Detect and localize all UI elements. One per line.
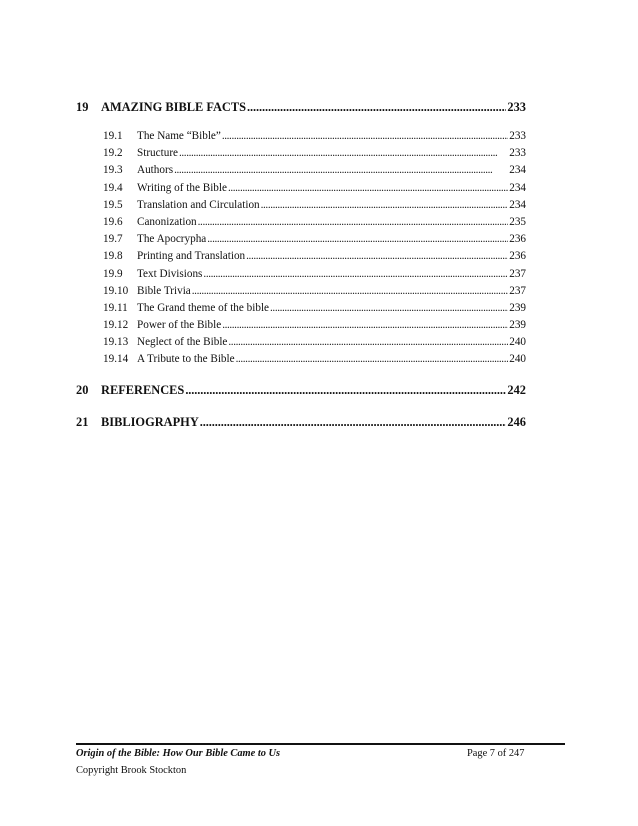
chapter-page-number: 242 xyxy=(507,382,526,397)
section-page-number: 235 xyxy=(509,215,526,228)
section-page-number: 236 xyxy=(509,250,526,263)
chapter-number: 19 xyxy=(76,100,89,114)
toc-section-item[interactable] xyxy=(103,130,526,147)
dot-leader xyxy=(228,182,508,194)
section-page-number: 240 xyxy=(509,336,526,349)
section-page-number: 237 xyxy=(509,284,526,297)
section-number: 19.7 xyxy=(103,233,123,246)
section-number: 19.11 xyxy=(103,301,128,314)
section-number: 19.14 xyxy=(103,353,129,366)
dot-leader xyxy=(200,415,507,430)
dot-leader xyxy=(247,100,506,115)
toc-section-item[interactable] xyxy=(103,353,526,370)
section-title: Printing and Translation xyxy=(137,250,246,263)
section-number: 19.13 xyxy=(103,336,129,349)
dot-leader xyxy=(222,130,508,142)
section-number: 19.5 xyxy=(103,198,123,211)
toc-chapter-19[interactable] xyxy=(76,100,526,120)
chapter-title: AMAZING BIBLE FACTS xyxy=(101,100,247,114)
toc-section-item[interactable] xyxy=(103,302,526,319)
dot-leader xyxy=(174,164,508,176)
section-title: Structure xyxy=(137,147,179,160)
toc-chapter-21[interactable] xyxy=(76,415,526,435)
section-number: 19.2 xyxy=(103,147,123,160)
dot-leader xyxy=(236,353,509,365)
section-title: Translation and Circulation xyxy=(137,198,260,211)
chapter-title: BIBLIOGRAPHY xyxy=(101,414,199,429)
toc-section-item[interactable] xyxy=(103,182,526,199)
section-number: 19.10 xyxy=(103,284,129,297)
toc-sections-19 xyxy=(76,130,526,371)
section-number: 19.3 xyxy=(103,164,123,177)
footer-copyright: Copyright Brook Stockton xyxy=(76,765,187,776)
toc-section-item[interactable] xyxy=(103,216,526,233)
chapter-number: 21 xyxy=(76,414,89,429)
dot-leader xyxy=(198,216,509,228)
chapter-title: REFERENCES xyxy=(101,382,185,397)
section-page-number: 236 xyxy=(509,233,526,246)
section-title: Text Divisions xyxy=(137,267,203,280)
dot-leader xyxy=(228,336,508,348)
section-page-number: 237 xyxy=(509,267,526,280)
toc-section-item[interactable] xyxy=(103,199,526,216)
chapter-number: 20 xyxy=(76,382,89,397)
section-number: 19.4 xyxy=(103,181,123,194)
section-title: Neglect of the Bible xyxy=(137,336,228,349)
section-title: Power of the Bible xyxy=(137,319,222,332)
section-number: 19.1 xyxy=(103,130,123,142)
section-title: Writing of the Bible xyxy=(137,181,227,194)
section-page-number: 233 xyxy=(509,130,526,142)
chapter-page-number: 246 xyxy=(507,414,526,429)
section-number: 19.9 xyxy=(103,267,123,280)
section-page-number: 234 xyxy=(509,181,526,194)
section-number: 19.6 xyxy=(103,215,123,228)
section-title: Authors xyxy=(137,164,174,177)
section-title: Bible Trivia xyxy=(137,284,191,297)
table-of-contents xyxy=(76,100,526,435)
toc-section-item[interactable] xyxy=(103,319,526,336)
toc-section-item[interactable] xyxy=(103,268,526,285)
toc-section-item[interactable] xyxy=(103,147,526,164)
section-page-number: 234 xyxy=(509,164,526,177)
dot-leader xyxy=(185,383,506,398)
toc-chapter-20[interactable] xyxy=(76,383,526,403)
footer-book-title: Origin of the Bible: How Our Bible Came to Us xyxy=(76,748,281,759)
dot-leader xyxy=(179,147,508,159)
section-page-number: 239 xyxy=(509,301,526,314)
section-number: 19.8 xyxy=(103,250,123,263)
dot-leader xyxy=(203,268,508,280)
section-page-number: 240 xyxy=(509,353,526,366)
section-number: 19.12 xyxy=(103,319,129,332)
footer-page-number: Page 7 of 247 xyxy=(467,748,525,759)
dot-leader xyxy=(270,302,508,314)
section-title: The Apocrypha xyxy=(137,233,207,246)
section-page-number: 233 xyxy=(509,147,526,160)
footer-divider xyxy=(76,743,565,745)
section-page-number: 234 xyxy=(509,198,526,211)
toc-section-item[interactable] xyxy=(103,250,526,267)
section-title: Canonization xyxy=(137,215,197,228)
section-page-number: 239 xyxy=(509,319,526,332)
section-title: The Name “Bible” xyxy=(137,130,221,142)
dot-leader xyxy=(207,233,508,245)
section-title: The Grand theme of the bible xyxy=(137,301,270,314)
section-title: A Tribute to the Bible xyxy=(137,353,235,366)
chapter-page-number: 233 xyxy=(507,100,526,114)
dot-leader xyxy=(222,319,508,331)
dot-leader xyxy=(192,285,508,297)
toc-section-item[interactable] xyxy=(103,336,526,353)
toc-section-item[interactable] xyxy=(103,233,526,250)
dot-leader xyxy=(261,199,509,211)
toc-section-item[interactable] xyxy=(103,285,526,302)
dot-leader xyxy=(246,250,508,262)
toc-section-item[interactable] xyxy=(103,164,526,181)
